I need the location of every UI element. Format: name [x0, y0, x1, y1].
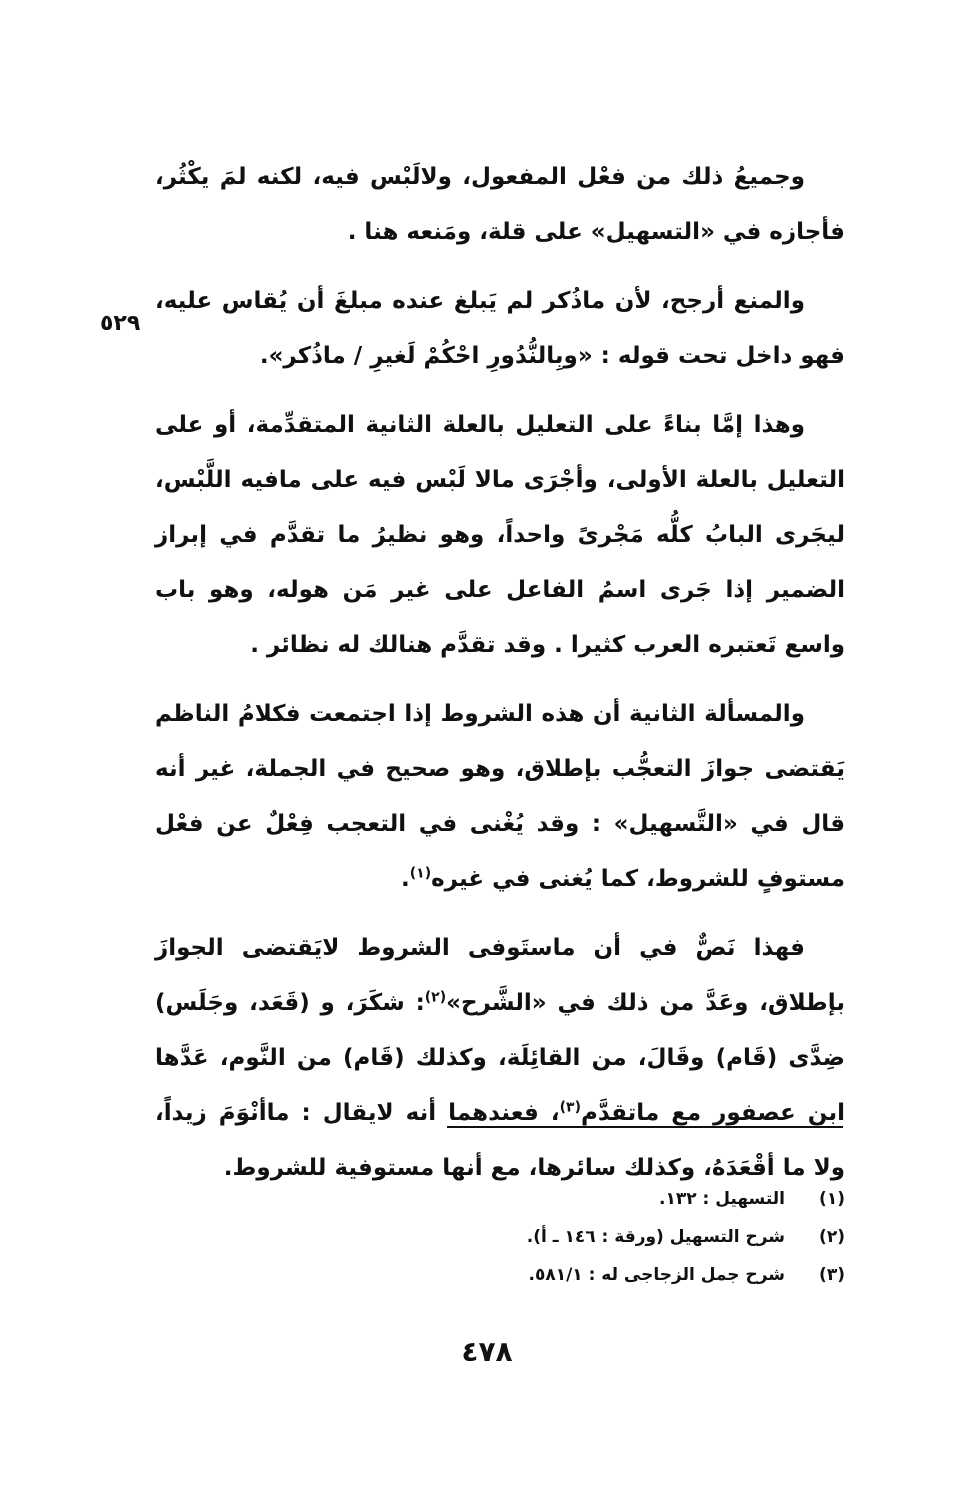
paragraph-text: والمنع أرجح، لأن ماذُكر لم يَبلغ عنده مبلغَ أن يُقاس عليه، فهو داخل تحت قوله : «وبِالنُّدُورِ احْكُمْ لَغيرِ / ماذُكر».: [155, 288, 845, 369]
footnote-2: [300, 1218, 845, 1256]
footnote-text: شرح جمل الزجاجى له : ٥٨١/١.: [528, 1265, 785, 1285]
paragraph-1: [155, 150, 845, 260]
page-number: ٤٧٨: [461, 1335, 513, 1368]
footnotes: [300, 1180, 845, 1294]
footnote-1: [300, 1180, 845, 1218]
body-text: [155, 150, 845, 1210]
paragraph-text: والمسألة الثانية أن هذه الشروط إذا اجتمعت فكلامُ الناظم يَقتضى جوازَ التعجُّب بإطلاق، وهو صحيح في الجملة، غير أنه قال في «التَّسهيل» : وقد يُغْنى في التعجب فِعْلٌ عن فعْل مستوفٍ للشروط، كما يُغنى في غيره: [155, 701, 845, 892]
footnote-3: [300, 1256, 845, 1294]
margin-page-reference: ٥٢٩: [100, 311, 141, 336]
footnote-text: التسهيل : ١٣٢.: [658, 1189, 785, 1209]
paragraph-tail: .: [401, 866, 410, 892]
paragraph-tail: : شكَرَ، و (قَعَد، وجَلَس) ضِدَّى (قَام) وقَالَ، من القائِلَة، وكذلك (قَام) من النَّوم، عَدَّها ابن عصفور مع ماتقدَّم: [155, 990, 845, 1126]
paragraph-text: وجميعُ ذلك من فعْل المفعول، ولالَبْس فيه، لكنه لمَ يكْثُر، فأجازه في «التسهيل» على قلة، ومَنعه هنا .: [155, 164, 845, 245]
paragraph-tail: ، فعندهما أنه لايقال : ماأنْوَمَ زيداً، ولا ما أقْعَدَهُ، وكذلك سائرها، مع أنها مستوفية للشروط.: [155, 1100, 845, 1181]
footnote-marker[interactable]: (١): [409, 865, 432, 882]
footnote-number: (٢): [819, 1227, 845, 1247]
footnote-number: (١): [819, 1189, 845, 1209]
footnote-marker[interactable]: (٣): [559, 1099, 581, 1116]
paragraph-text: وهذا إمَّا بناءً على التعليل بالعلة الثانية المتقدِّمة، أو على التعليل بالعلة الأولى، وأجْرَى مالا لَبْس فيه على مافيه اللَّبْس، ليجَرى البابُ كلُّه مَجْرىً واحداً، وهو نظيرُ ما تقدَّم في إبراز الضمير إذا جَرى اسمُ الفاعل على غير مَن هوله، وهو باب واسع تَعتبره العرب كثيرا . وقد تقدَّم هنالك له نظائر .: [155, 412, 845, 658]
footnote-text: شرح التسهيل (ورقة : ١٤٦ ـ أ).: [526, 1227, 785, 1247]
footnote-number: (٣): [819, 1265, 845, 1285]
paragraph-4: [155, 687, 845, 907]
paragraph-text: فهذا نَصٌّ في أن ماستَوفى الشروط لايَقتضى الجوازَ بإطلاق، وعَدَّ من ذلك في «الشَّرح»: [155, 935, 845, 1016]
paragraph-5: [155, 921, 845, 1196]
footnote-marker[interactable]: (٢): [424, 989, 447, 1006]
footnote-separator: [447, 1126, 843, 1128]
paragraph-3: [155, 398, 845, 673]
paragraph-2: [155, 274, 845, 384]
